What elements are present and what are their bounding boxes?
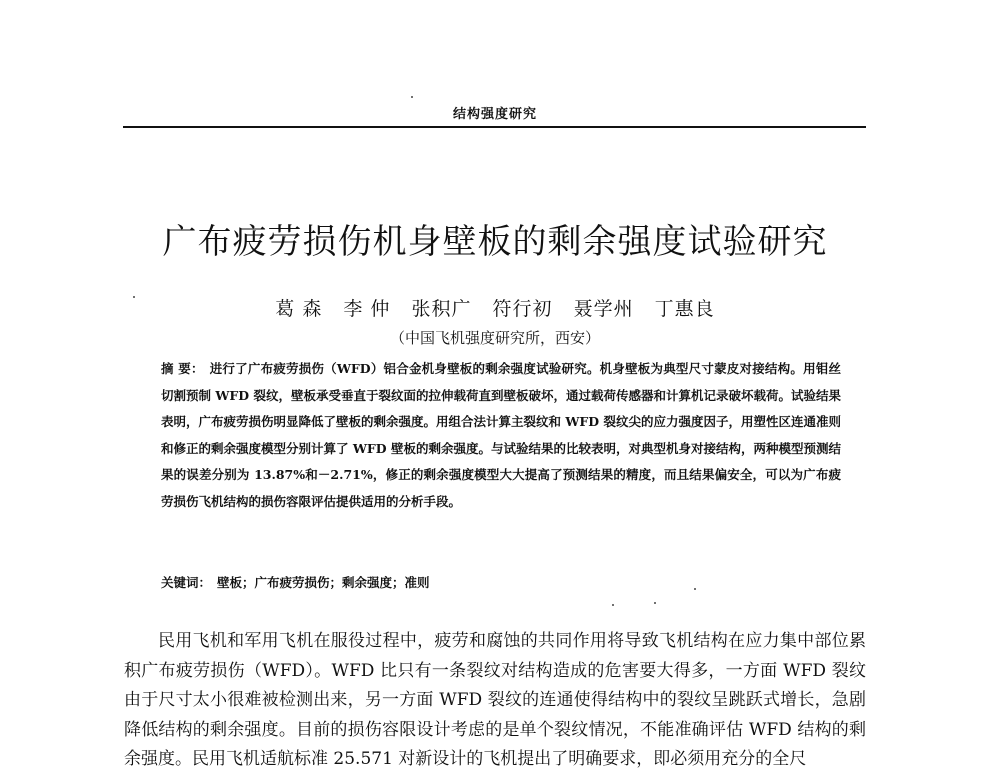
- keywords: [161, 570, 841, 596]
- scan-speck: [654, 602, 656, 604]
- scan-speck: [133, 296, 135, 298]
- scan-speck: [694, 588, 696, 590]
- body-paragraph: 民用飞机和军用飞机在服役过程中，疲劳和腐蚀的共同作用将导致飞机结构在应力集中部位累积广布疲劳损伤（WFD）。WFD 比只有一条裂纹对结构造成的危害要大得多，一方面 WFD 裂纹由于尺寸太小很难被检测出来，另一方面 WFD 裂纹的连通使得结构中的裂纹呈跳跃式增长，急剧降低结构的剩余强度。目前的损伤容限设计考虑的是单个裂纹情况，不能准确评估 WFD 结构的剩余强度。民用飞机适航标准 25.571 对新设计的飞机提出了明确要求，即必须用充分的全尺: [124, 631, 866, 769]
- affiliation: （中国飞机强度研究所，西安）: [389, 329, 600, 347]
- author-4: 符行初: [492, 298, 553, 320]
- abstract-label: 摘 要：: [161, 361, 204, 376]
- author-2: 李 仲: [343, 298, 391, 320]
- author-3: 张积广: [411, 298, 472, 320]
- keywords-text: 壁板；广布疲劳损伤；剩余强度；准则: [217, 575, 430, 590]
- keywords-label: 关键词：: [161, 575, 212, 590]
- header-rule: [123, 126, 866, 128]
- abstract: [161, 356, 841, 516]
- running-head: 结构强度研究: [452, 107, 537, 122]
- paper-title: 广布疲劳损伤机身壁板的剩余强度试验研究: [162, 222, 828, 262]
- scan-speck: [411, 96, 413, 98]
- author-1: 葛 森: [275, 298, 323, 320]
- abstract-text: 进行了广布疲劳损伤（WFD）铝合金机身壁板的剩余强度试验研究。机身壁板为典型尺寸蒙皮对接结构。用钼丝切割预制 WFD 裂纹，壁板承受垂直于裂纹面的拉伸载荷直到壁板破坏，通过载荷传感器和计算机记录破坏载荷。试验结果表明，广布疲劳损伤明显降低了壁板的剩余强度。用组合法计算主裂纹和 WFD 裂纹尖的应力强度因子，用塑性区连通准则和修正的剩余强度模型分别计算了 WFD 壁板的剩余强度。与试验结果的比较表明，对典型机身对接结构，两种模型预测结果的误差分别为 13.87%和－2.71%，修正的剩余强度模型大大提高了预测结果的精度，而且结果偏安全，可以为广布疲劳损伤飞机结构的损伤容限评估提供适用的分析手段。: [161, 361, 841, 509]
- author-list: [0, 294, 990, 321]
- author-6: 丁惠良: [654, 298, 715, 320]
- scan-speck: [612, 604, 614, 606]
- author-5: 聂学州: [573, 298, 634, 320]
